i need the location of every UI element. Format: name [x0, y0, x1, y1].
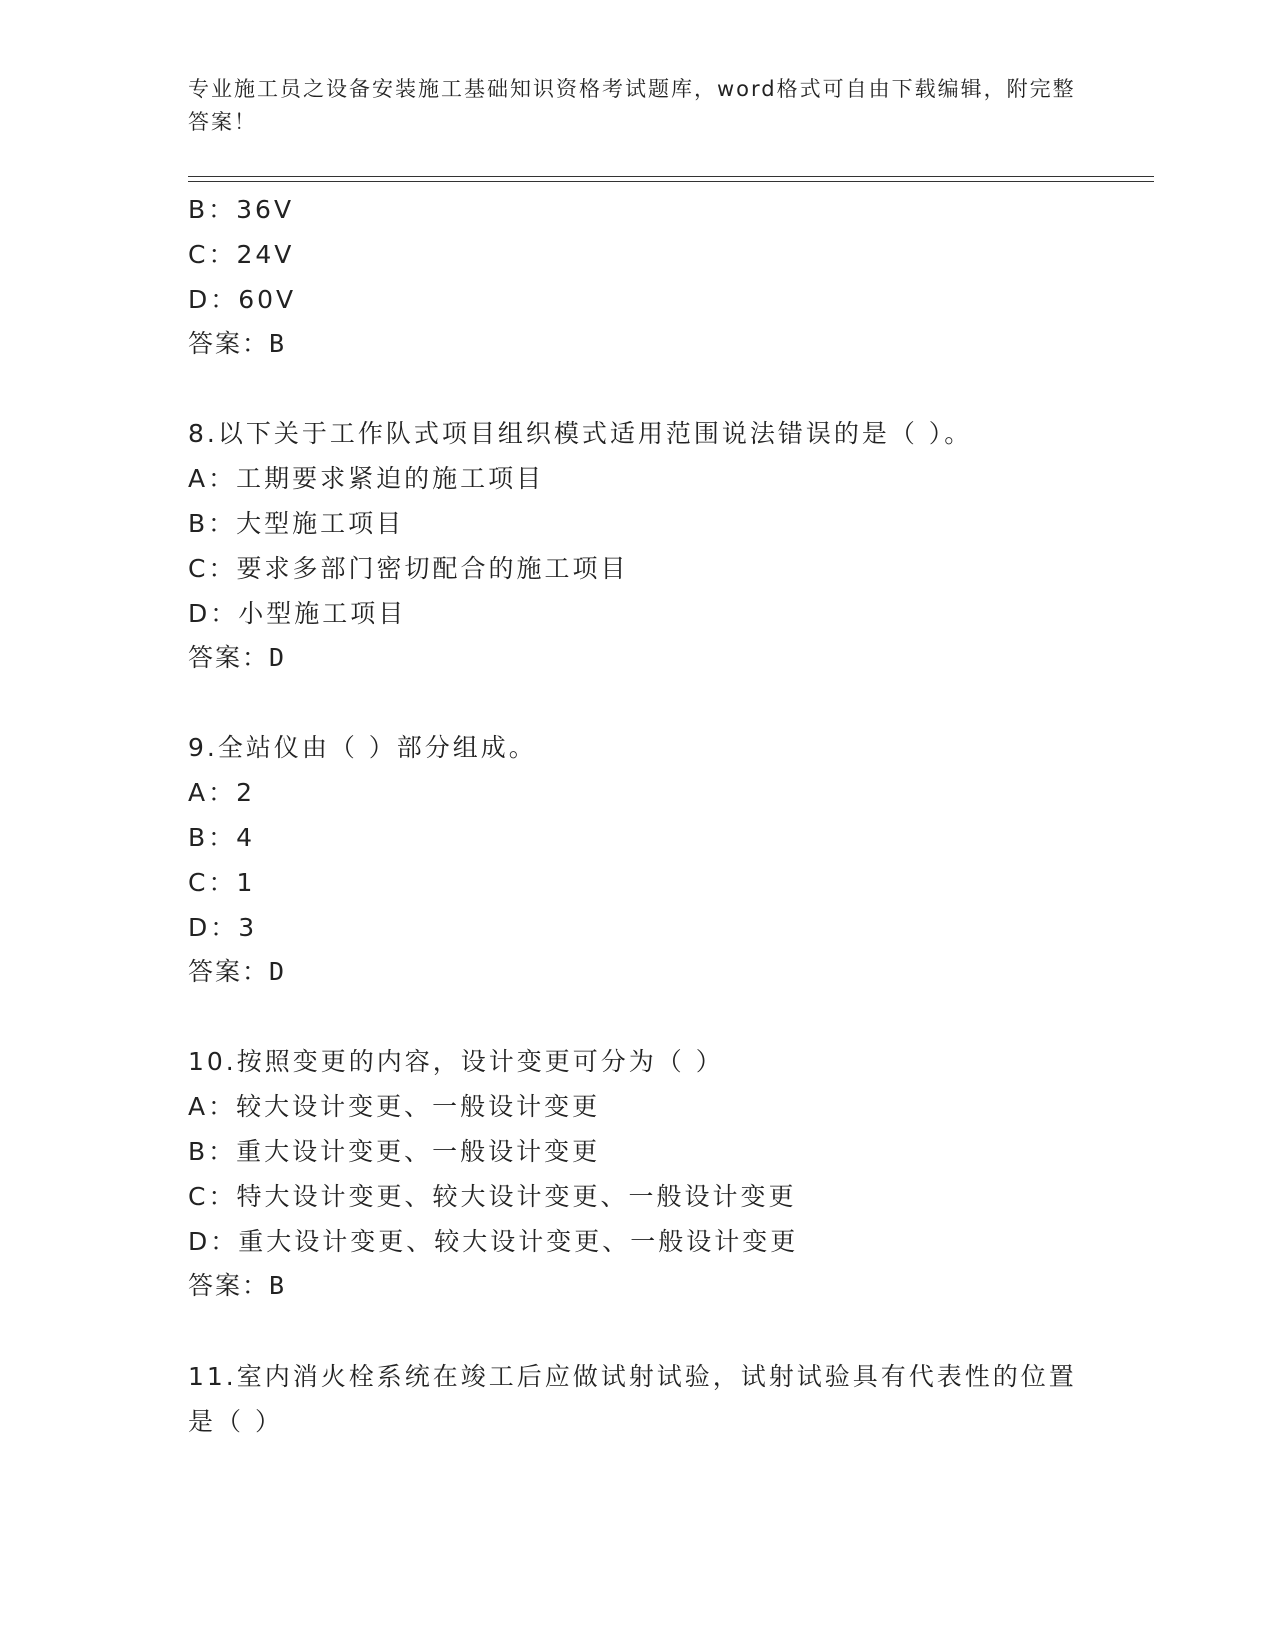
option-d: D：3: [188, 913, 258, 942]
option-a: A：较大设计变更、一般设计变更: [188, 1092, 601, 1121]
answer: 答案：D: [188, 643, 287, 672]
option-b: B：大型施工项目: [188, 509, 405, 538]
option-b: B：36V: [188, 195, 295, 224]
option-c: C：特大设计变更、较大设计变更、一般设计变更: [188, 1182, 797, 1211]
document-header: 专业施工员之设备安装施工基础知识资格考试题库，word格式可自由下载编辑，附完整答案！: [188, 77, 1076, 134]
option-d: D：小型施工项目: [188, 599, 407, 628]
header-rule-bottom: [188, 181, 1154, 182]
option-c: C：要求多部门密切配合的施工项目: [188, 554, 629, 583]
answer: 答案：B: [188, 1271, 287, 1300]
answer: 答案：B: [188, 329, 287, 358]
option-c: C：1: [188, 868, 256, 897]
option-a: A：工期要求紧迫的施工项目: [188, 464, 545, 493]
option-b: B：4: [188, 823, 256, 852]
option-b: B：重大设计变更、一般设计变更: [188, 1137, 601, 1166]
option-d: D：重大设计变更、较大设计变更、一般设计变更: [188, 1227, 799, 1256]
option-a: A：2: [188, 778, 256, 807]
option-d: D：60V: [188, 285, 297, 314]
question-10-stem: 10.按照变更的内容，设计变更可分为（ ）: [188, 1047, 724, 1076]
question-11-stem: 11.室内消火栓系统在竣工后应做试射试验，试射试验具有代表性的位置是（ ）: [188, 1362, 1077, 1436]
answer: 答案：D: [188, 957, 287, 986]
question-8-stem: 8.以下关于工作队式项目组织模式适用范围说法错误的是（ ）。: [188, 419, 973, 448]
question-9-stem: 9.全站仪由（ ）部分组成。: [188, 733, 537, 762]
option-c: C：24V: [188, 240, 295, 269]
header-rule-top: [188, 176, 1154, 177]
